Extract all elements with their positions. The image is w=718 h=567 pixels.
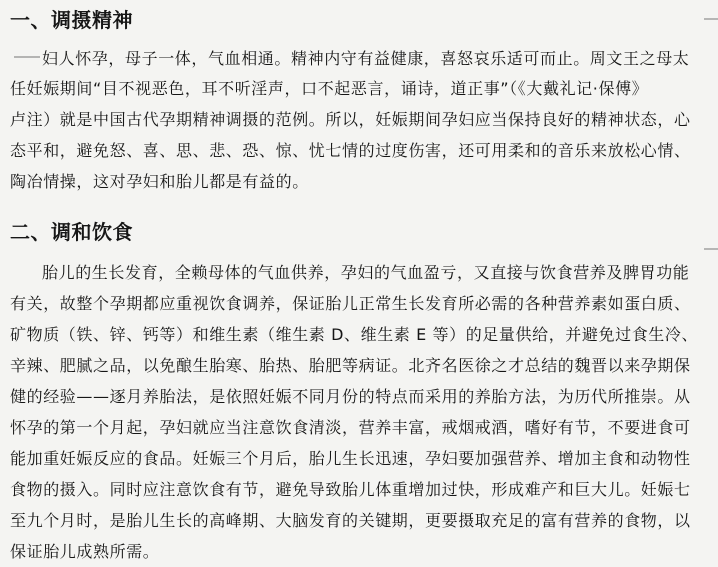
paragraph-line: 胎儿的生长发育，全赖母体的气血供养，孕妇的气血盈亏，又直接与饮食营养及脾胃功能 — [42, 263, 690, 282]
paragraph-line: 卢注）就是中国古代孕期精神调摄的范例。所以，妊娠期间孕妇应当保持良好的精神状态，心 — [10, 110, 691, 129]
scan-edge-mark — [704, 18, 718, 20]
section-heading-2: 二、调和饮食 — [10, 220, 133, 244]
paragraph-line: 食物的摄入。同时应注意饮食有节，避免导致胎儿体重增加过快，形成难产和巨大儿。妊娠七 — [10, 480, 691, 499]
section-heading-1: 一、调摄精神 — [10, 8, 133, 32]
paragraph-line: 妇人怀孕，母子一体，气血相通。精神内守有益健康，喜怒哀乐适可而止。周文王之母太 — [42, 49, 690, 68]
paragraph-line: 辛辣、肥腻之品，以免酿生胎寒、胎热、胎肥等病证。北齐名医徐之才总结的魏晋以来孕期保 — [10, 356, 691, 375]
paragraph-line: 态平和，避免怒、喜、思、悲、恐、惊、忧七情的过度伤害，还可用柔和的音乐来放松心情、 — [10, 141, 691, 160]
paragraph-line: 有关，故整个孕期都应重视饮食调养，保证胎儿正常生长发育所必需的各种营养素如蛋白质、 — [10, 294, 691, 313]
paragraph-line: 能加重妊娠反应的食品。妊娠三个月后，胎儿生长迅速，孕妇要加强营养、增加主食和动物性 — [10, 449, 691, 468]
scan-dash-mark — [14, 56, 40, 58]
paragraph-line: 怀孕的第一个月起，孕妇就应当注意饮食清淡，营养丰富，戒烟戒酒，嗜好有节，不要进食可 — [10, 418, 691, 437]
paragraph-line: 矿物质（铁、锌、钙等）和维生素（维生素 D、维生素 E 等）的足量供给，并避免过食生冷、 — [10, 325, 699, 344]
paragraph-line: 任妊娠期间“目不视恶色，耳不听淫声，口不起恶言，诵诗，道正事”（《大戴礼记·保傅》 — [10, 79, 649, 98]
scan-edge-mark — [704, 248, 718, 250]
paragraph-line: 陶冶情操，这对孕妇和胎儿都是有益的。 — [10, 172, 309, 191]
paragraph-line: 至九个月时，是胎儿生长的高峰期、大脑发育的关键期，更要摄取充足的富有营养的食物，以 — [10, 511, 691, 530]
paragraph-line: 健的经验——逐月养胎法，是依照妊娠不同月份的特点而采用的养胎方法，为历代所推崇。从 — [10, 387, 691, 406]
paragraph-line: 保证胎儿成熟所需。 — [10, 542, 160, 561]
